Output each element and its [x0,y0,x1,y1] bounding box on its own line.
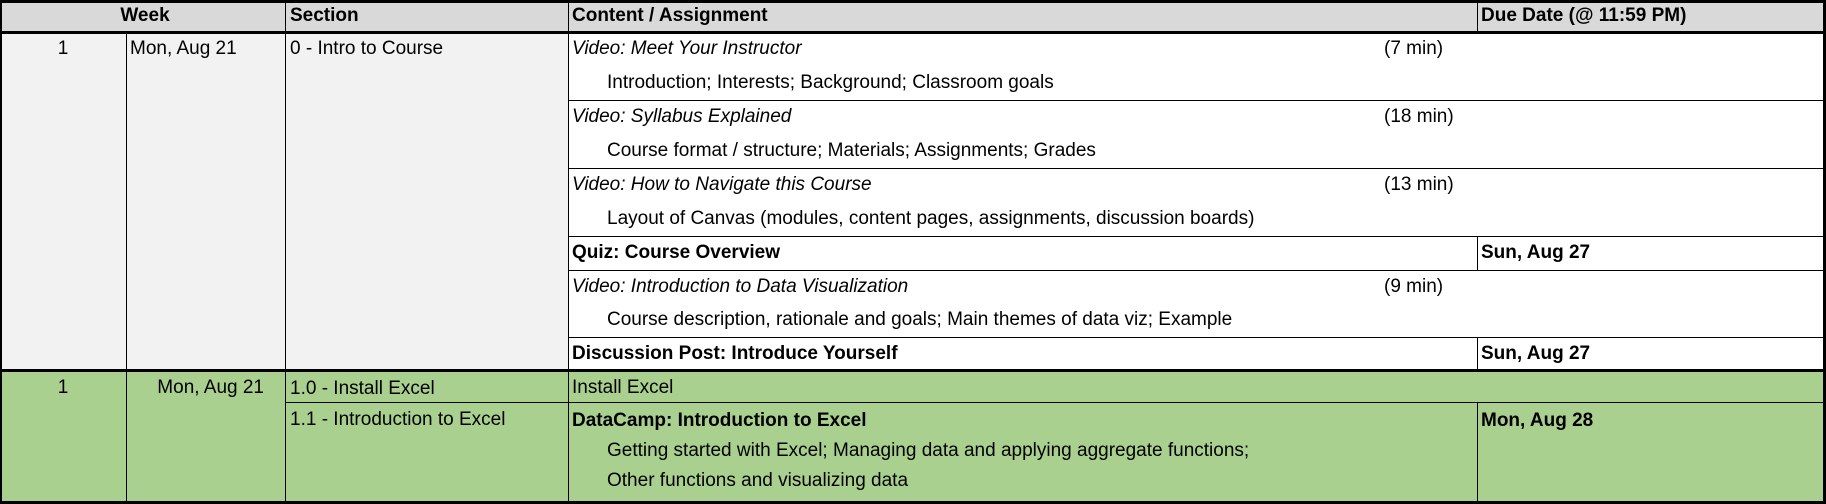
item-detail: Layout of Canvas (modules, content pages, assignments, discussion boards) [607,208,1255,229]
header-content: Content / Assignment [572,5,768,26]
section-name: 1.1 - Introduction to Excel [290,409,506,430]
week-number: 1 [57,38,69,59]
item-title: Video: Meet Your Instructor [572,38,802,59]
content-install-excel: Install Excel [572,377,674,398]
table-border-top [0,0,1826,3]
col-divider [126,32,127,502]
quiz-due-date: Sun, Aug 27 [1481,242,1591,263]
row-divider [568,337,1826,338]
header-due-date: Due Date (@ 11:59 PM) [1481,5,1687,26]
col-divider [1477,236,1478,270]
section-name: 1.0 - Install Excel [290,378,435,399]
item-title: Video: Syllabus Explained [572,106,792,127]
row-divider [568,100,1826,101]
datacamp-detail-line-2: Other functions and visualizing data [607,470,909,491]
item-duration: (13 min) [1384,174,1454,195]
discussion-due-date: Sun, Aug 27 [1481,343,1591,364]
header-section: Section [290,5,359,26]
block-divider [0,369,1826,372]
col-divider [285,0,286,502]
item-detail: Course description, rationale and goals; Main themes of data viz; Example [607,309,1233,330]
col-divider [568,0,569,502]
header-week: Week [120,5,170,26]
item-duration: (9 min) [1384,276,1444,297]
item-detail: Introduction; Interests; Background; Classroom goals [607,72,1054,93]
table-border-left [0,0,2,504]
col-divider [1477,337,1478,369]
datacamp-detail-line-1: Getting started with Excel; Managing data and applying aggregate functions; [607,440,1250,461]
col-divider [1477,0,1478,32]
section-name: 0 - Intro to Course [290,38,444,59]
item-title: Video: Introduction to Data Visualization [572,276,909,297]
discussion-title: Discussion Post: Introduce Yourself [572,343,898,364]
week-date: Mon, Aug 21 [130,38,237,59]
header-divider [0,31,1826,34]
item-title: Video: How to Navigate this Course [572,174,872,195]
col-divider [1477,402,1478,502]
item-duration: (18 min) [1384,106,1454,127]
datacamp-title: DataCamp: Introduction to Excel [572,410,867,431]
week-date: Mon, Aug 21 [157,377,264,398]
row-divider [285,402,1826,403]
row-divider [568,168,1826,169]
week1-excel-block-bg [0,370,1826,502]
datacamp-due-date: Mon, Aug 28 [1481,410,1594,431]
row-divider [568,236,1826,237]
item-detail: Course format / structure; Materials; Assignments; Grades [607,140,1096,161]
row-divider [568,270,1826,271]
quiz-title: Quiz: Course Overview [572,242,781,263]
week-number: 1 [57,377,69,398]
item-duration: (7 min) [1384,38,1444,59]
